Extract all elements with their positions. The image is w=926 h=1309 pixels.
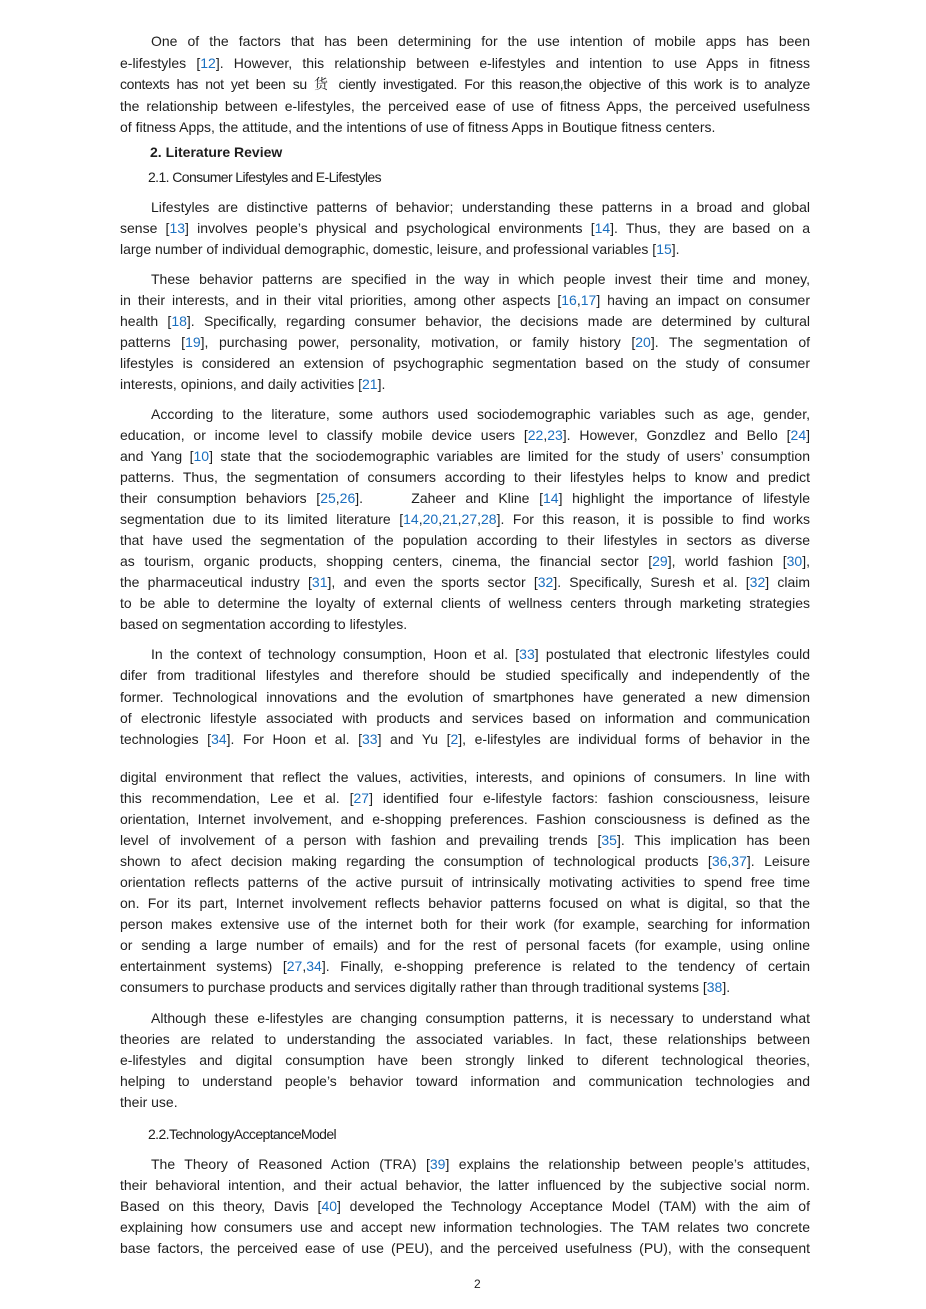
text-segment: , (335, 490, 340, 506)
text-segment: ], purchasing power, personality, motivation, or family history [ (200, 334, 636, 350)
text-line (120, 593, 810, 614)
citation-link[interactable]: 32 (537, 574, 554, 590)
text-segment: Although these e-lifestyles are changing consumption patterns, it is necessary to understand what (151, 1010, 810, 1026)
text-segment: theories are related to understanding the associated variables. In fact, these relationships between (120, 1031, 810, 1047)
text-segment: ]. For this reason, it is possible to find works (496, 511, 810, 527)
text-segment: ]. However, this relationship between e-lifestyles and intention to use Apps in fitness (215, 54, 810, 71)
text-segment: , (438, 511, 443, 527)
text-line (120, 1050, 810, 1071)
citation-link[interactable]: 15 (656, 241, 672, 257)
paragraph-e-lifestyle-factors (120, 767, 810, 998)
citation-link[interactable]: 26 (339, 490, 356, 506)
citation-link[interactable]: 19 (185, 334, 201, 350)
text-segment: this recommendation, Lee et al. [ (120, 790, 354, 806)
text-segment: , (302, 958, 307, 974)
text-segment: ] having an impact on consumer (596, 292, 810, 308)
text-segment: ] state that the sociodemographic variables are limited for the study of users’ consumption (209, 448, 810, 464)
text-line (120, 530, 810, 551)
text-segment: ] involves people’s physical and psychological environments [ (185, 220, 595, 236)
text-segment: patterns [ (120, 334, 186, 350)
citation-link[interactable]: 17 (580, 292, 597, 308)
text-line (120, 467, 810, 488)
text-line (120, 687, 810, 708)
text-line (120, 1029, 810, 1050)
text-line (120, 729, 810, 750)
text-line (120, 956, 810, 977)
text-segment: , (576, 292, 581, 308)
text-segment: of fitness Apps, the attitude, and the intentions of use of fitness Apps in Boutique fitness centers. (120, 119, 716, 135)
section-heading-literature-review: 2. Literature Review (150, 144, 283, 160)
text-line (120, 446, 810, 467)
text-segment: level of involvement of a person with fashion and prevailing trends [ (120, 832, 602, 848)
text-line (120, 1217, 810, 1238)
citation-link[interactable]: 14 (403, 511, 419, 527)
text-line (120, 708, 810, 729)
citation-link[interactable]: 12 (200, 54, 216, 71)
text-segment: education, or income level to classify mobile device users [ (120, 427, 528, 443)
text-segment: ] identified four e-lifestyle factors: fashion consciousness, leisure (369, 790, 811, 806)
text-segment: digital environment that reflect the values, activities, interests, and opinions of consumers. In line with (120, 769, 810, 785)
text-segment: ], (802, 553, 810, 569)
text-segment: ]. Leisure (746, 853, 810, 869)
text-segment: the relationship between e-lifestyles, the perceived ease of use of fitness Apps, the perceived usefulness (120, 97, 810, 114)
text-segment: ], e-lifestyles are individual forms of behavior in the (458, 731, 810, 748)
text-line (120, 551, 810, 572)
text-line (120, 830, 810, 851)
text-segment: to be able to determine the loyalty of external clients of wellness centers through marketing strategies (120, 595, 810, 611)
text-segment: patterns. Thus, the segmentation of consumers according to their lifestyles helps to know and predict (120, 469, 810, 485)
text-line (120, 332, 810, 353)
text-line (120, 614, 810, 635)
text-segment: helping to understand people’s behavior toward information and communication technologies and (120, 1073, 810, 1089)
text-segment: In the context of technology consumption, Hoon et al. [ (151, 646, 520, 662)
text-line (120, 239, 810, 260)
text-line (120, 404, 810, 425)
citation-link[interactable]: 31 (311, 574, 328, 590)
text-segment: contexts has not yet been su 货 ciently investigated. For this reason,the objective of this work is to analyze (120, 76, 810, 92)
text-segment: ]. Specifically, regarding consumer behavior, the decisions made are determined by cultural (186, 313, 810, 329)
text-segment: base factors, the perceived ease of use (PEU), and the perceived usefulness (PU), with the consequent (120, 1240, 810, 1256)
citation-link[interactable]: 35 (601, 832, 617, 848)
text-line (120, 1008, 810, 1029)
text-segment: Based on this theory, Davis [ (120, 1198, 322, 1214)
text-segment: shown to afect decision making regarding the consumption of technological products [ (120, 853, 712, 869)
text-segment: According to the literature, some authors used sociodemographic variables such as age, gender, (151, 406, 810, 422)
text-line (120, 96, 810, 118)
text-line (120, 788, 810, 809)
citation-link[interactable]: 37 (731, 853, 747, 869)
text-line (120, 872, 810, 893)
text-line (120, 53, 810, 75)
citation-link[interactable]: 38 (706, 979, 723, 995)
text-segment: sense [ (120, 220, 170, 236)
citation-link[interactable]: 33 (519, 646, 535, 662)
text-segment: difer from traditional lifestyles and therefore should be studied specifically and independently of the (120, 667, 810, 684)
text-segment: former. Technological innovations and the evolution of smartphones have generated a new dimension (120, 688, 810, 705)
text-line (120, 572, 810, 593)
text-segment: , (543, 427, 548, 443)
text-segment: orientation reflects patterns of the active pursuit of intrinsically motivating activities to spend free time (120, 874, 810, 890)
text-segment: One of the factors that has been determining for the use intention of mobile apps has been (151, 33, 810, 49)
text-segment: their use. (120, 1094, 178, 1110)
text-segment: ]. This implication has been (616, 832, 811, 848)
citation-link[interactable]: 21 (362, 376, 378, 392)
text-segment: ] explains the relationship between people’s attitudes, (445, 1156, 811, 1172)
text-line (120, 374, 810, 395)
text-segment: , (727, 853, 732, 869)
paragraph-tra-tam (120, 1154, 810, 1259)
text-line (120, 197, 810, 218)
text-line (120, 977, 810, 998)
citation-link[interactable]: 16 (561, 292, 577, 308)
text-segment: ]. Finally, e-shopping preference is related to the tendency of certain (321, 958, 810, 974)
text-segment: their consumption behaviors [ (120, 490, 321, 506)
text-segment: their behavioral intention, and their actual behavior, the latter influenced by the subjective social norm. (120, 1177, 810, 1193)
text-segment: on. For its part, Internet involvement reflects behavior patterns focused on what is digital, so that the (120, 895, 810, 911)
text-line (120, 31, 810, 53)
text-line (120, 1092, 810, 1113)
citation-link[interactable]: 36 (711, 853, 728, 869)
text-segment: health [ (120, 313, 172, 329)
text-segment: ] claim (765, 574, 811, 590)
text-segment: ]. Specifically, Suresh et al. [ (553, 574, 750, 590)
text-segment: person makes extensive use of the internet both for their work (for example, searching for information (120, 916, 810, 932)
text-line (120, 509, 810, 530)
citation-link[interactable]: 33 (362, 731, 378, 748)
citation-link[interactable]: 20 (635, 334, 651, 350)
text-segment: ], and even the sports sector [ (327, 574, 538, 590)
text-line (120, 74, 810, 96)
citation-link[interactable]: 2 (450, 731, 459, 748)
text-segment: ]. (377, 376, 386, 392)
citation-link[interactable]: 10 (193, 448, 210, 464)
text-segment: orientation, Internet involvement, and e-shopping preferences. Fashion consciousness is defined as the (120, 811, 810, 827)
citation-link[interactable]: 34 (306, 958, 322, 974)
text-segment: , (457, 511, 462, 527)
text-segment: consumers to purchase products and services digitally rather than through traditional systems [ (120, 979, 707, 995)
text-segment: ]. Zaheer and Kline [ (355, 490, 544, 506)
text-segment: ]. However, Gonzdlez and Bello [ (562, 427, 791, 443)
text-segment: ]. (722, 979, 731, 995)
citation-link[interactable]: 23 (547, 427, 563, 443)
text-segment: based on segmentation according to lifestyles. (120, 616, 408, 632)
citation-link[interactable]: 30 (786, 553, 803, 569)
text-segment: e-lifestyles [ (120, 54, 201, 71)
citation-link[interactable]: 13 (169, 220, 186, 236)
text-segment: of electronic lifestyle associated with products and services based on information and communication (120, 709, 810, 726)
text-segment: e-lifestyles and digital consumption have been strongly linked to diferent technological theories, (120, 1052, 810, 1068)
text-segment: that have used the segmentation of the population according to their lifestyles in sectors as diverse (120, 532, 810, 548)
text-segment: ]. For Hoon et al. [ (226, 731, 363, 748)
subsection-heading-tam: 2.2.TechnologyAcceptanceModel (148, 1126, 337, 1142)
citation-link[interactable]: 32 (749, 574, 766, 590)
text-line (120, 218, 810, 239)
paragraph-theories (120, 1008, 810, 1113)
text-line (120, 117, 810, 139)
text-segment: explaining how consumers use and accept new information technologies. The TAM relates two concrete (120, 1219, 810, 1235)
citation-link[interactable]: 20 (422, 511, 439, 527)
text-segment: segmentation due to its limited literature [ (120, 511, 404, 527)
citation-link[interactable]: 39 (429, 1156, 446, 1172)
citation-link[interactable]: 21 (442, 511, 458, 527)
text-segment: ]. (671, 241, 680, 257)
paragraph-intro-objective (120, 31, 810, 139)
citation-link[interactable]: 34 (211, 731, 227, 748)
text-line (120, 1154, 810, 1175)
citation-link[interactable]: 14 (594, 220, 611, 236)
citation-link[interactable]: 24 (790, 427, 807, 443)
text-segment: ] postulated that electronic lifestyles could (534, 646, 811, 662)
text-segment: entertainment systems) [ (120, 958, 287, 974)
text-line (120, 935, 810, 956)
text-segment: technologies [ (120, 731, 212, 748)
text-line (120, 290, 810, 311)
citation-link[interactable]: 27 (353, 790, 370, 806)
text-segment: These behavior patterns are specified in the way in which people invest their time and money, (151, 271, 810, 287)
text-segment: ] highlight the importance of lifestyle (558, 490, 810, 506)
text-line (120, 644, 810, 665)
text-line (120, 488, 810, 509)
text-line (120, 269, 810, 290)
text-segment: Lifestyles are distinctive patterns of behavior; understanding these patterns in a broad and global (151, 199, 810, 215)
paragraph-behavior-patterns (120, 269, 810, 395)
text-line (120, 914, 810, 935)
text-line (120, 1071, 810, 1092)
text-line (120, 311, 810, 332)
text-segment: ], world fashion [ (667, 553, 787, 569)
citation-link[interactable]: 25 (320, 490, 336, 506)
citation-link[interactable]: 22 (527, 427, 544, 443)
text-line (120, 353, 810, 374)
text-segment: The Theory of Reasoned Action (TRA) [ (151, 1156, 430, 1172)
text-line (120, 809, 810, 830)
subsection-heading-consumer-lifestyles: 2.1. Consumer Lifestyles and E-Lifestyles (148, 169, 381, 185)
citation-link[interactable]: 29 (652, 553, 668, 569)
text-line (120, 851, 810, 872)
text-segment: and Yang [ (120, 448, 194, 464)
citation-link[interactable]: 27 (286, 958, 303, 974)
text-segment: lifestyles is considered an extension of psychographic segmentation based on the study of consumer (120, 355, 810, 371)
text-segment: , (418, 511, 423, 527)
citation-link[interactable]: 28 (481, 511, 497, 527)
text-segment: large number of individual demographic, domestic, leisure, and professional variables [ (120, 241, 657, 257)
paragraph-sociodemographic (120, 404, 810, 635)
text-segment: ]. Thus, they are based on a (610, 220, 811, 236)
text-segment: interests, opinions, and daily activities [ (120, 376, 363, 392)
text-segment: ] and Yu [ (377, 731, 451, 748)
paragraph-technology-consumption (120, 644, 810, 750)
text-line (120, 425, 810, 446)
citation-link[interactable]: 27 (461, 511, 478, 527)
text-line (120, 1175, 810, 1196)
text-line (120, 1238, 810, 1259)
text-segment: , (477, 511, 482, 527)
text-segment: in their interests, and in their vital priorities, among other aspects [ (120, 292, 562, 308)
citation-link[interactable]: 14 (543, 490, 559, 506)
text-segment: or sending a large number of emails) and for the rest of personal facets (for example, using online (120, 937, 810, 953)
page-number: 2 (474, 1277, 481, 1291)
text-line (120, 767, 810, 788)
text-line (120, 1196, 810, 1217)
text-segment: as tourism, organic products, shopping centers, cinema, the financial sector [ (120, 553, 653, 569)
text-segment: ] developed the Technology Acceptance Model (TAM) with the aim of (337, 1198, 810, 1214)
text-line (120, 665, 810, 686)
text-segment: ] (806, 427, 810, 443)
text-segment: ]. The segmentation of (650, 334, 810, 350)
text-line (120, 893, 810, 914)
text-segment: the pharmaceutical industry [ (120, 574, 312, 590)
citation-link[interactable]: 40 (321, 1198, 338, 1214)
paragraph-lifestyles-definition (120, 197, 810, 260)
citation-link[interactable]: 18 (171, 313, 187, 329)
